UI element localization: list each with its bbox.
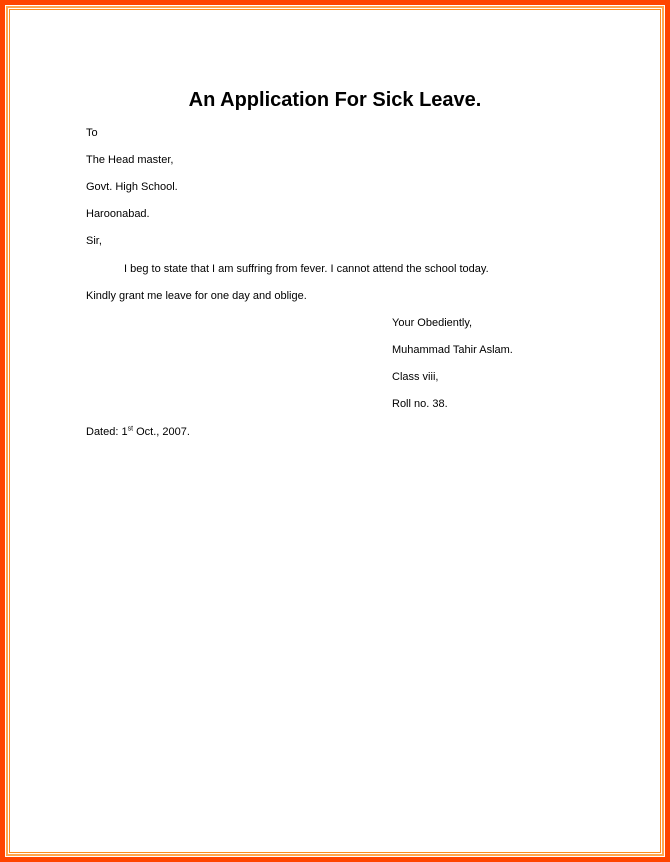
recipient-line-2: Govt. High School. <box>86 181 178 193</box>
date-line <box>86 425 190 439</box>
signature-class: Class viii, <box>392 371 439 383</box>
body-line-2: Kindly grant me leave for one day and oblige. <box>86 290 307 302</box>
date-ordinal-suffix: st <box>127 425 134 433</box>
signature-name: Muhammad Tahir Aslam. <box>392 344 513 356</box>
salutation-to: To <box>86 127 98 139</box>
signature-closing: Your Obediently, <box>392 317 473 329</box>
date-rest: Oct., 2007. <box>133 426 190 438</box>
recipient-line-1: The Head master, <box>86 154 174 166</box>
greeting: Sir, <box>86 235 102 247</box>
document-title: An Application For Sick Leave. <box>188 89 482 111</box>
date-prefix: Dated: 1 <box>86 426 128 438</box>
signature-roll: Roll no. 38. <box>392 398 448 410</box>
recipient-line-3: Haroonabad. <box>86 208 150 220</box>
body-line-1: I beg to state that I am suffring from fever. I cannot attend the school today. <box>124 263 489 275</box>
